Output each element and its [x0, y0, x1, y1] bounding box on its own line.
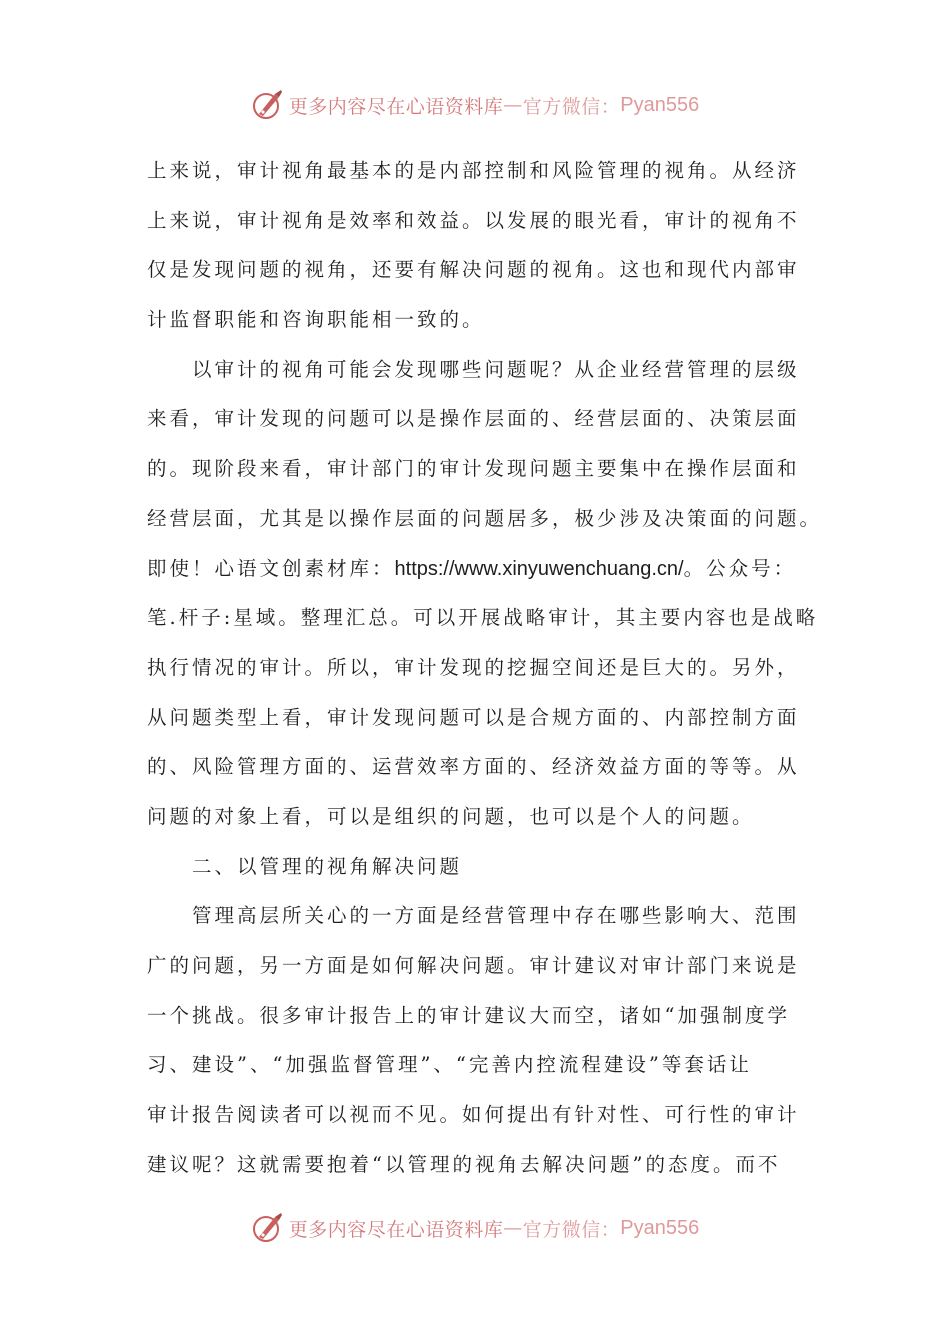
text-line: 上来说，审计视角是效率和效益。以发展的眼光看，审计的视角不 — [147, 208, 800, 232]
url-line-suffix: 。公众号： — [683, 556, 797, 580]
banner-wechat-id: Pyan556 — [620, 1216, 700, 1239]
banner-main-text: 更多内容尽在心语资料库 — [288, 95, 504, 118]
banner-main-text: 更多内容尽在心语资料库 — [288, 1218, 504, 1241]
text-line: 来看，审计发现的问题可以是操作层面的、经营层面的、决策层面 — [147, 407, 800, 431]
text-line: 问题的对象上看，可以是组织的问题，也可以是个人的问题。 — [147, 804, 755, 828]
banner-side-text: 官方微信： — [522, 1218, 621, 1241]
text-line: 笔.杆子:星域。整理汇总。可以开展战略审计，其主要内容也是战略 — [147, 606, 819, 630]
text-line: 从问题类型上看，审计发现问题可以是合规方面的、内部控制方面 — [147, 705, 800, 729]
text-line: 计监督职能和咨询职能相一致的。 — [147, 308, 485, 332]
banner-side-text: 官方微信： — [522, 95, 621, 118]
text-line: 的。现阶段来看，审计部门的审计发现问题主要集中在操作层面和 — [147, 457, 800, 481]
pen-logo-icon — [251, 1211, 285, 1245]
document-body — [147, 146, 823, 1189]
text-line: 审计报告阅读者可以视而不见。如何提出有针对性、可行性的审计 — [147, 1103, 800, 1127]
website-link[interactable]: https://www.xinyuwenchuang.cn/ — [394, 557, 684, 580]
text-line: 执行情况的审计。所以，审计发现的挖掘空间还是巨大的。另外， — [147, 655, 800, 679]
text-line: 建议呢？这就需要抱着“以管理的视角去解决问题”的态度。而不 — [147, 1152, 781, 1176]
header-banner — [0, 85, 950, 125]
text-line: 经营层面，尤其是以操作层面的问题居多，极少涉及决策面的问题。 — [147, 506, 823, 530]
footer-banner — [0, 1208, 950, 1248]
text-line: 上来说，审计视角最基本的是内部控制和风险管理的视角。从经济 — [147, 159, 800, 182]
text-line-with-url — [147, 544, 817, 594]
url-line-prefix: 即使！心语文创素材库： — [147, 556, 395, 580]
pen-logo-icon — [251, 88, 285, 122]
section-heading: 二、以管理的视角解决问题 — [147, 854, 463, 878]
text-line: 一个挑战。很多审计报告上的审计建议大而空，诸如“加强制度学 — [147, 1003, 790, 1027]
text-line: 管理高层所关心的一方面是经营管理中存在哪些影响大、范围 — [147, 904, 800, 928]
text-line: 习、建设”、“加强监督管理”、“完善内控流程建设”等套话让 — [147, 1053, 752, 1077]
text-line: 以审计的视角可能会发现哪些问题呢？从企业经营管理的层级 — [147, 357, 800, 381]
text-line: 广的问题，另一方面是如何解决问题。审计建议对审计部门来说是 — [147, 954, 800, 977]
banner-wechat-id: Pyan556 — [620, 93, 700, 116]
text-line: 仅是发现问题的视角，还要有解决问题的视角。这也和现代内部审 — [147, 258, 800, 282]
banner-dash: — — [503, 94, 523, 116]
banner-dash: — — [503, 1217, 523, 1239]
text-line: 的、风险管理方面的、运营效率方面的、经济效益方面的等等。从 — [147, 755, 800, 779]
